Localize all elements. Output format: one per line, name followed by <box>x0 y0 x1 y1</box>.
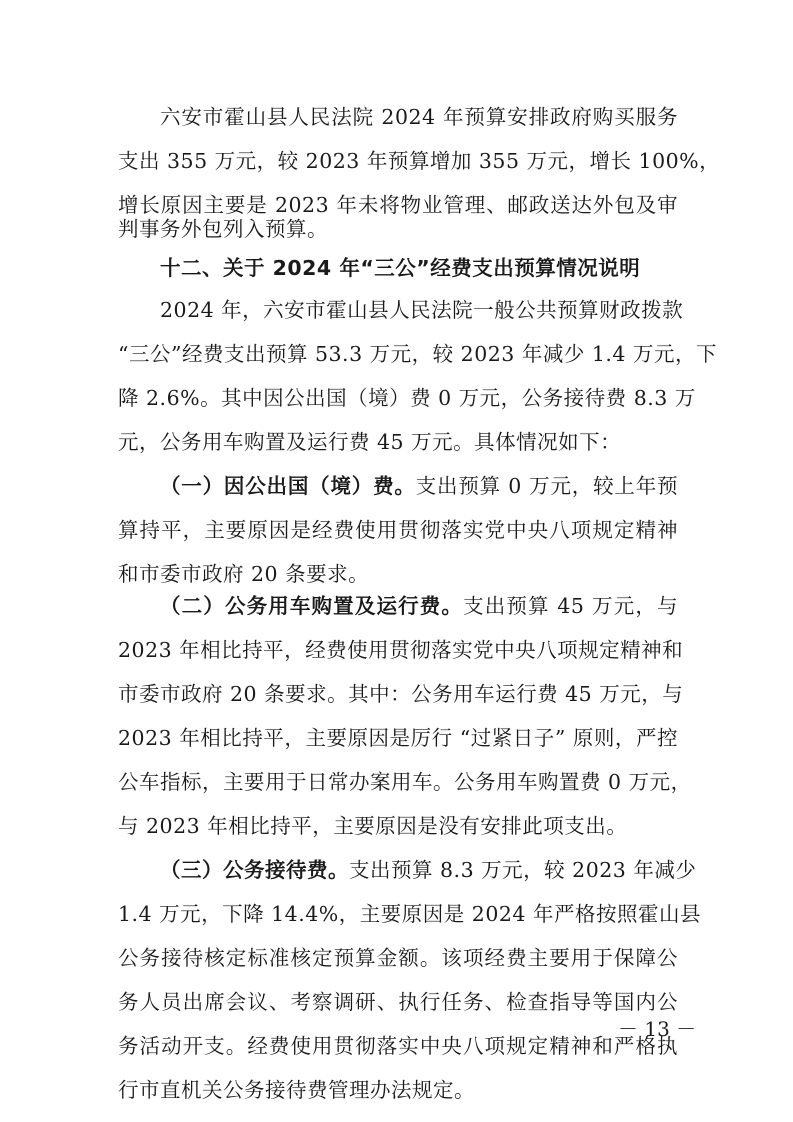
paragraph-line: 1.4 万元，下降 14.4%，主要原因是 2024 年严格按照霍山县 <box>118 902 701 926</box>
paragraph-line: 降 2.6%。其中因公出国（境）费 0 万元，公务接待费 8.3 万 <box>118 386 696 410</box>
item-text: 支出预算 8.3 万元，较 2023 年减少 <box>349 858 697 882</box>
item-label: （三）公务接待费。 <box>160 858 349 882</box>
paragraph-line: 算持平，主要原因是经费使用贯彻落实党中央八项规定精神 <box>118 518 678 542</box>
paragraph-line: 务人员出席会议、考察调研、执行任务、检查指导等国内公 <box>118 990 678 1014</box>
paragraph-line: 行市直机关公务接待费管理办法规定。 <box>118 1078 475 1102</box>
paragraph-line: 支出 355 万元，较 2023 年预算增加 355 万元，增长 100%， <box>118 149 721 173</box>
section-heading: 十二、关于 2024 年“三公”经费支出预算情况说明 <box>160 256 641 280</box>
item-first-line <box>160 586 678 626</box>
item-first-line <box>160 466 678 506</box>
paragraph-line: 判事务外包列入预算。 <box>118 217 328 241</box>
paragraph-line: 公车指标，主要用于日常办案用车。公务用车购置费 0 万元， <box>118 770 692 794</box>
item-label: （二）公务用车购置及运行费。 <box>160 594 464 618</box>
paragraph-line: 六安市霍山县人民法院 2024 年预算安排政府购买服务 <box>160 105 678 129</box>
paragraph-line: 和市委市政府 20 条要求。 <box>118 562 370 586</box>
item-first-line <box>160 850 697 890</box>
page-number: － 13 － <box>618 1017 697 1041</box>
paragraph-line: 元，公务用车购置及运行费 45 万元。具体情况如下： <box>118 430 622 454</box>
paragraph-line: 与 2023 年相比持平，主要原因是没有安排此项支出。 <box>118 814 628 838</box>
paragraph-line: 2023 年相比持平，经费使用贯彻落实党中央八项规定精神和 <box>118 638 684 662</box>
paragraph-line: 2023 年相比持平，主要原因是厉行 “过紧日子” 原则，严控 <box>118 726 678 750</box>
item-label: （一）因公出国（境）费。 <box>160 474 416 498</box>
item-text: 支出预算 45 万元，与 <box>463 594 679 618</box>
paragraph-line: 增长原因主要是 2023 年未将物业管理、邮政送达外包及审 <box>118 193 678 217</box>
paragraph-line: 市委市政府 20 条要求。其中：公务用车运行费 45 万元，与 <box>118 682 684 706</box>
item-text: 支出预算 0 万元，较上年预 <box>415 474 679 498</box>
paragraph-line: 务活动开支。经费使用贯彻落实中央八项规定精神和严格执 <box>118 1034 678 1058</box>
paragraph-line: “三公”经费支出预算 53.3 万元，较 2023 年减少 1.4 万元，下 <box>118 342 717 366</box>
paragraph-line: 公务接待核定标准核定预算金额。该项经费主要用于保障公 <box>118 946 678 970</box>
paragraph-line: 2024 年，六安市霍山县人民法院一般公共预算财政拨款 <box>160 298 684 322</box>
